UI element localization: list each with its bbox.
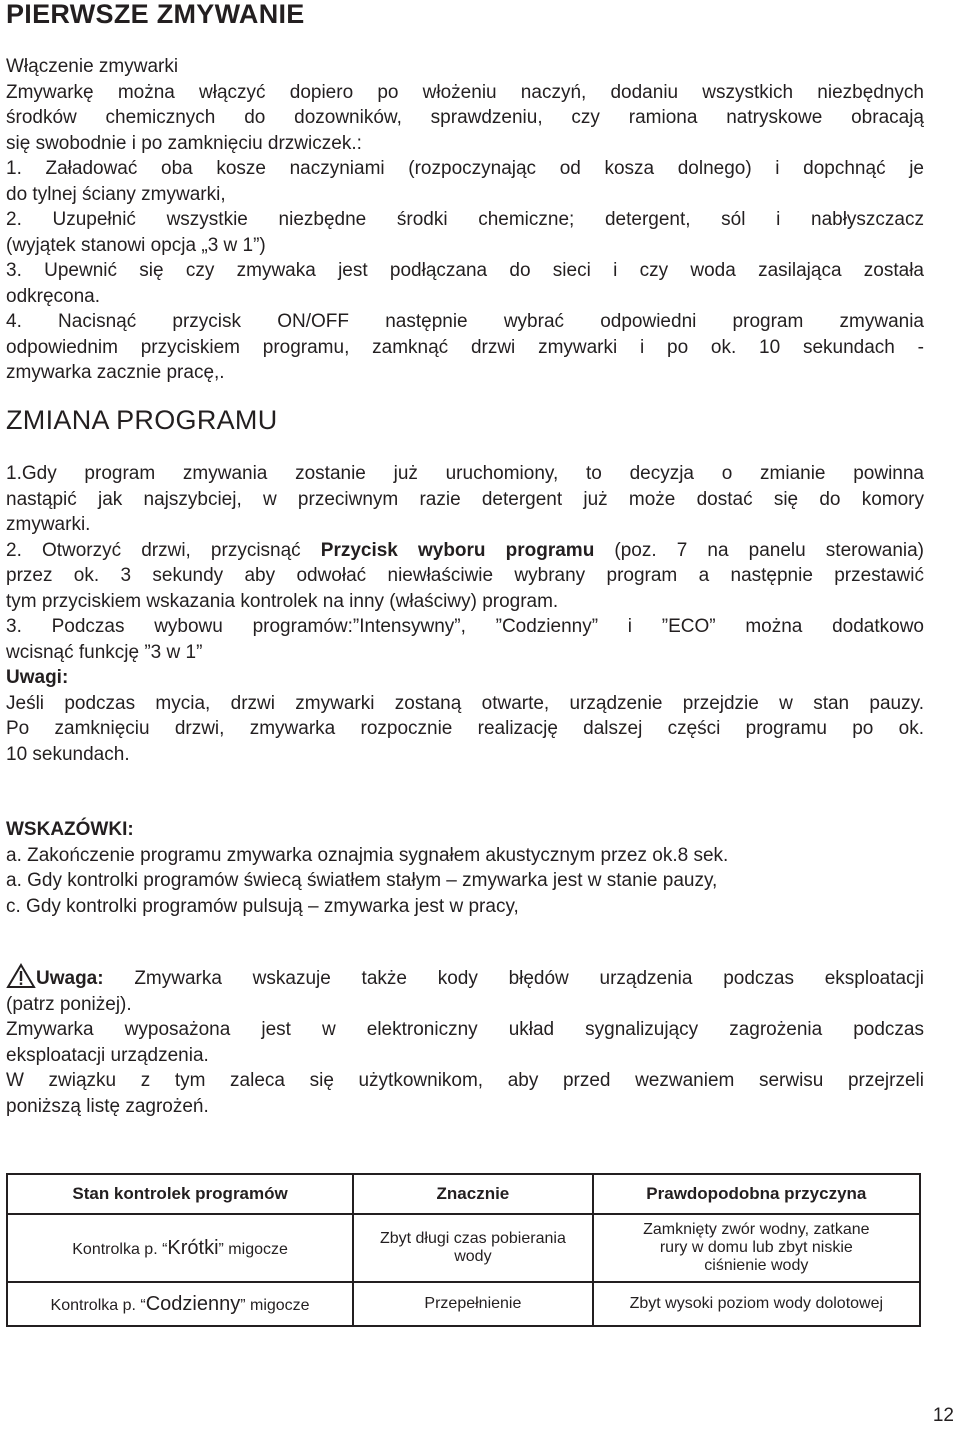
text-line: nastąpić jak najszybciej, w przeciwnym razie detergent już może dostać się do komory xyxy=(6,488,924,510)
table-cell-meaning: Przepełnienie xyxy=(353,1282,593,1326)
section-title-program-change: ZMIANA PROGRAMU xyxy=(6,405,278,435)
tips-label: WSKAZÓWKI: xyxy=(6,819,134,840)
step-line: odkręcona. xyxy=(6,285,101,307)
warning-section xyxy=(6,963,924,1119)
note-label: Uwagi: xyxy=(6,667,69,688)
warning-line: (patrz poniżej). xyxy=(6,993,132,1015)
section-program-change xyxy=(6,461,924,767)
status-table xyxy=(6,1173,921,1327)
step-line: odpowiednim przyciskiem programu, zamknąć drzwi zmywarki i po ok. 10 sekundach - xyxy=(6,336,924,358)
table-row xyxy=(7,1214,920,1282)
tip-item: a. Gdy kontrolki programów świecą światłem stałym – zmywarka jest w stanie pauzy, xyxy=(6,870,718,891)
program-name: Krótki xyxy=(167,1236,219,1259)
text-line: się swobodnie i po zamknięciu drzwiczek.: xyxy=(6,132,362,154)
table-cell-status: Kontrolka p. “Krótki” migocze xyxy=(7,1214,353,1282)
note-line: Po zamknięciu drzwi, zmywarka rozpocznie realizację dalszej części programu po ok. xyxy=(6,718,924,739)
warning-label: Uwaga: xyxy=(36,968,104,989)
subheading: Włączenie zmywarki xyxy=(6,56,179,77)
text-line: 1.Gdy program zmywania zostanie już uruchomiony, to decyzja o zmianie powinna xyxy=(6,463,924,484)
warning-line: poniższą listę zagrożeń. xyxy=(6,1095,209,1117)
tips-section xyxy=(6,817,924,919)
note-line: Jeśli podczas mycia, drzwi zmywarki zostaną otwarte, urządzenie przejdzie w stan pauzy. xyxy=(6,692,924,714)
page-number: 12 xyxy=(932,1405,954,1426)
section-first-wash xyxy=(6,54,924,386)
step-line: 1. Załadować oba kosze naczyniami (rozpoczynając od kosza dolnego) i dopchnąć je xyxy=(6,158,924,179)
text-line: Zmywarkę można włączyć dopiero po włożeniu naczyń, dodaniu wszystkich niezbędnych xyxy=(6,81,924,103)
text-line: 3. Podczas wybowu programów:”Intensywny”, ”Codzienny” i ”ECO” można dodatkowo xyxy=(6,616,924,637)
step-line: zmywarka zacznie pracę,. xyxy=(6,362,225,383)
tip-item: a. Zakończenie programu zmywarka oznajmia sygnałem akustycznym przez ok.8 sek. xyxy=(6,844,729,866)
table-row xyxy=(7,1282,920,1326)
text-line: zmywarki. xyxy=(6,514,91,535)
table-header: Znacznie xyxy=(353,1174,593,1214)
warning-first-line: Uwaga: Zmywarka wskazuje także kody błędów urządzenia podczas eksploatacji xyxy=(6,963,924,992)
table-cell-meaning: Zbyt długi czas pobierania wody xyxy=(353,1214,593,1282)
table-header: Stan kontrolek programów xyxy=(7,1174,353,1214)
text-line: przez ok. 3 sekundy aby odwołać niewłaściwie wybrany program a następnie przestawić xyxy=(6,565,924,586)
warning-triangle-icon xyxy=(6,963,36,989)
warning-line: Zmywarka wyposażona jest w elektroniczny układ sygnalizujący zagrożenia podczas xyxy=(6,1019,924,1040)
text-line: 2. Otworzyć drzwi, przycisnąć Przycisk wyboru programu (poz. 7 na panelu sterowania) xyxy=(6,539,924,561)
warning-line: eksploatacji urządzenia. xyxy=(6,1044,209,1066)
table-cell-status: Kontrolka p. “Codzienny” migocze xyxy=(7,1282,353,1326)
text-line: wcisnąć funkcję ”3 w 1” xyxy=(6,641,203,663)
table-header: Prawdopodobna przyczyna xyxy=(593,1174,920,1214)
warning-line: W związku z tym zaleca się użytkownikom, aby przed wezwaniem serwisu przejrzeli xyxy=(6,1070,924,1091)
table-cell-cause: Zbyt wysoki poziom wody dolotowej xyxy=(593,1282,920,1326)
step-line: 3. Upewnić się czy zmywaka jest podłączana do sieci i czy woda zasilająca została xyxy=(6,260,924,281)
tip-item: c. Gdy kontrolki programów pulsują – zmywarka jest w pracy, xyxy=(6,895,519,917)
table-cell-cause: Zamknięty zwór wodny, zatkane rury w domu lub zbyt niskie ciśnienie wody xyxy=(593,1214,920,1282)
note-line: 10 sekundach. xyxy=(6,743,130,765)
program-button-name: Przycisk wyboru programu xyxy=(320,539,595,561)
text-line: tym przyciskiem wskazania kontrolek na inny (właściwy) program. xyxy=(6,590,559,612)
text-line: środków chemicznych do dozowników, sprawdzeniu, czy ramiona natryskowe obracają xyxy=(6,107,924,128)
table-header-row xyxy=(7,1174,920,1214)
program-name: Codzienny xyxy=(145,1292,241,1315)
step-line: 2. Uzupełnić wszystkie niezbędne środki chemiczne; detergent, sól i nabłyszczacz xyxy=(6,209,924,230)
step-line: do tylnej ściany zmywarki, xyxy=(6,183,226,205)
step-line: (wyjątek stanowi opcja „3 w 1”) xyxy=(6,234,266,256)
step-line: 4. Nacisnąć przycisk ON/OFF następnie wybrać odpowiedni program zmywania xyxy=(6,311,924,332)
page-title: PIERWSZE ZMYWANIE xyxy=(6,0,305,29)
